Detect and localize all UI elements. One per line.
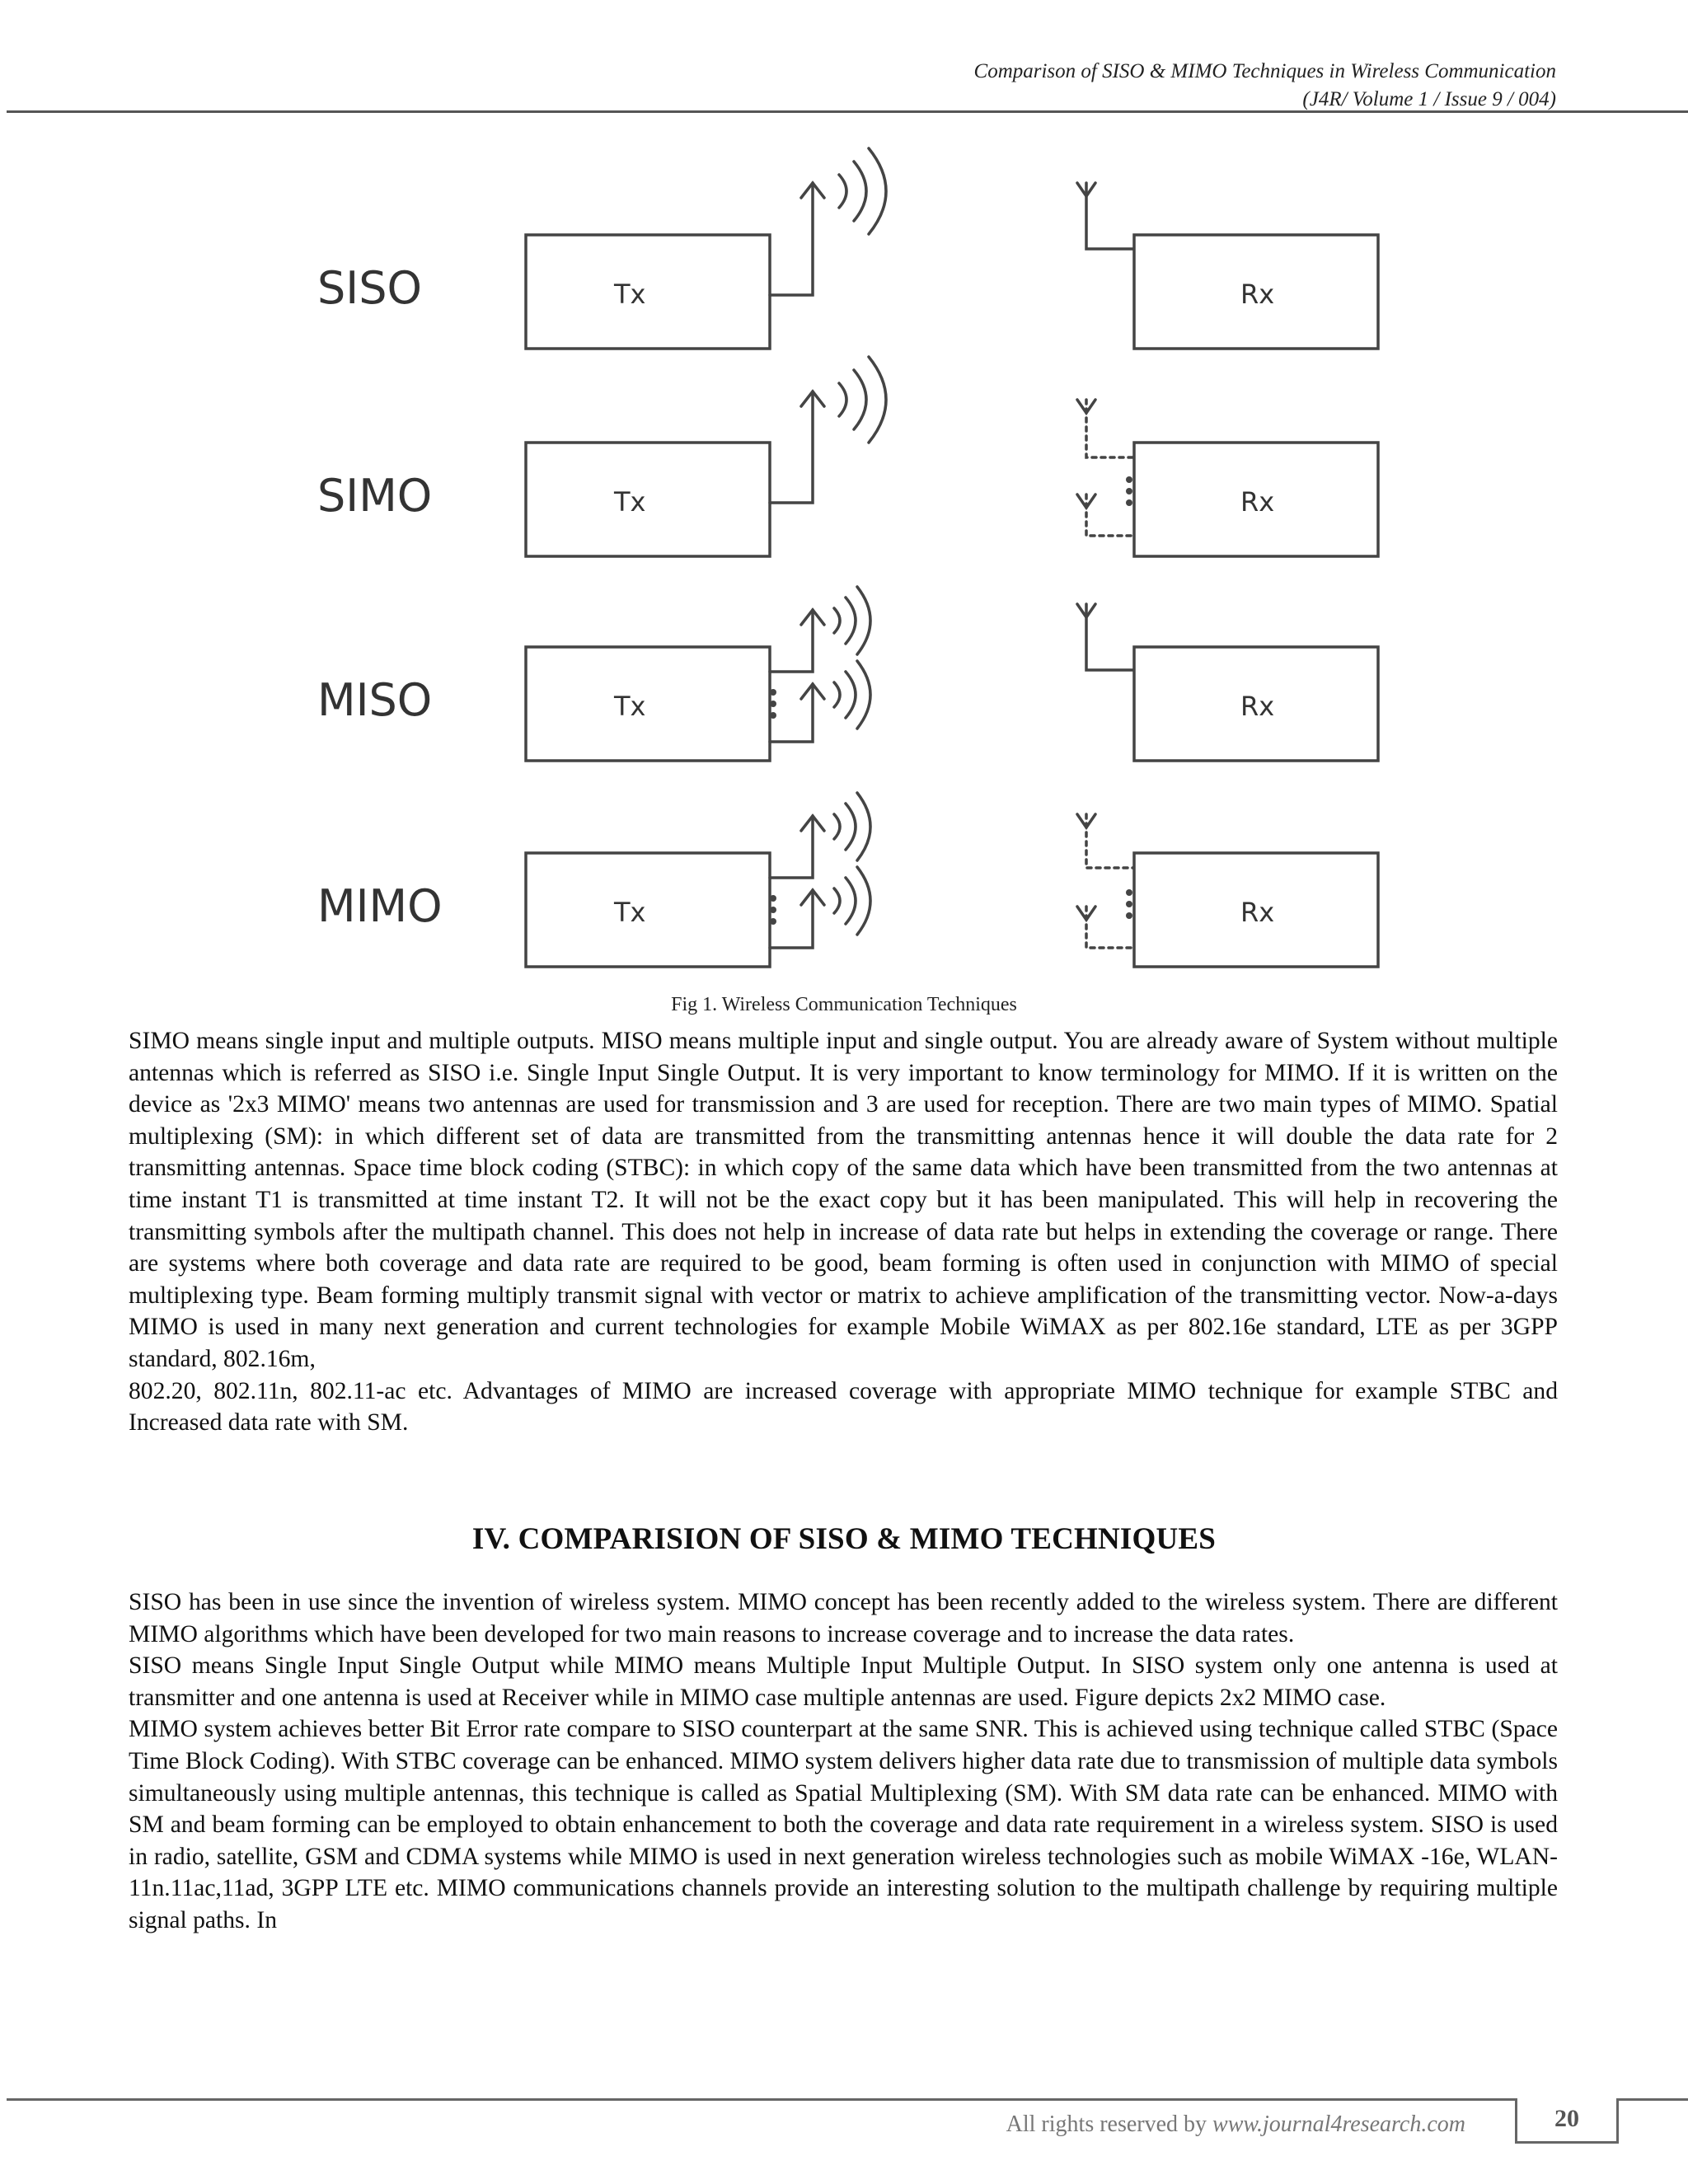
tx-label: Tx bbox=[614, 279, 646, 310]
page-number: 20 bbox=[1554, 2105, 1579, 2132]
paragraph-text: SISO means Single Input Single Output while MIMO means Multiple Input Multiple Output. In SISO system only one antenna is used at transmitter and one antenna is used at Receiver while in MIMO case multiple antennas are used. Figure depicts 2x2 MIMO case. bbox=[129, 1652, 1558, 1711]
wireless-techniques-figure bbox=[0, 124, 1688, 972]
row-label: SIMO bbox=[317, 470, 433, 522]
footer-rule-right bbox=[1616, 2098, 1688, 2101]
row-label: MISO bbox=[317, 674, 433, 726]
rx-label: Rx bbox=[1240, 486, 1275, 518]
siso-diagram bbox=[526, 148, 1378, 349]
running-header bbox=[974, 58, 1556, 114]
tx-label: Tx bbox=[614, 486, 646, 518]
copyright-text: All rights reserved by bbox=[1006, 2111, 1213, 2137]
mimo-diagram bbox=[526, 793, 1378, 967]
section-body bbox=[129, 1586, 1558, 1937]
rx-label: Rx bbox=[1240, 897, 1275, 928]
rx-label: Rx bbox=[1240, 691, 1275, 722]
figure-caption: Fig 1. Wireless Communication Techniques bbox=[671, 994, 1017, 1015]
section-heading: IV. COMPARISION OF SISO & MIMO TECHNIQUES bbox=[471, 1522, 1217, 1556]
footer-link[interactable]: www.journal4research.com bbox=[1212, 2111, 1465, 2137]
simo-diagram bbox=[526, 357, 1378, 556]
tx-label: Tx bbox=[614, 691, 646, 722]
paragraph-1 bbox=[129, 1025, 1558, 1439]
journal-title: Comparison of SISO & MIMO Techniques in Wireless Communication bbox=[973, 60, 1556, 82]
paragraph-text: SIMO means single input and multiple outputs. MISO means multiple input and single output. You are already aware of System without multiple antennas which is referred as SISO i.e. Single Input Single Output. It is very important to know terminology for MIMO. If it is written on the device as '2x3 MIMO' means two antennas are used for transmission and 3 are used for reception. There are two main types of MIMO. Spatial multiplexing (SM): in which different set of data are transmitted from the transmitting antennas hence it will double the data rate for 2 transmitting antennas. Space time block coding (STBC): in which copy of the same data which have been transmitted from the two antennas at time instant T1 is transmitted at time instant T2. It will not be the exact copy but it has been manipulated. This will help in recovering the transmitting symbols after the multipath channel. This does not help in increase of data rate but helps in extending the coverage or range. There are systems where both coverage and data rate are required to be good, beam forming is often used in conjunction with MIMO of special multiplexing type. Beam forming multiply transmit signal with vector or matrix to achieve amplification of the transmitting vector. Now-a-days MIMO is used in many next generation and current technologies for example Mobile WiMAX as per 802.16e standard, LTE as per 3GPP standard, 802.16m, bbox=[129, 1028, 1558, 1372]
rx-label: Rx bbox=[1240, 279, 1275, 310]
footer-copyright bbox=[1006, 2111, 1465, 2138]
tx-label: Tx bbox=[614, 897, 646, 928]
row-label: SISO bbox=[317, 262, 422, 314]
issue-info: (J4R/ Volume 1 / Issue 9 / 004) bbox=[1302, 88, 1556, 110]
paragraph-text: 802.20, 802.11n, 802.11-ac etc. Advantages of MIMO are increased coverage with appropriate MIMO technique for example STBC and Increased data rate with SM. bbox=[129, 1377, 1558, 1436]
footer-rule bbox=[7, 2098, 1515, 2101]
row-label: MIMO bbox=[317, 880, 443, 932]
paragraph-text: SISO has been in use since the invention of wireless system. MIMO concept has been recently added to the wireless system. There are different MIMO algorithms which have been developed for two main reasons to increase coverage and to increase the data rates. bbox=[129, 1589, 1558, 1647]
paragraph-text: MIMO system achieves better Bit Error rate compare to SISO counterpart at the same SNR. This is achieved using technique called STBC (Space Time Block Coding). With STBC coverage can be enhanced. MIMO system delivers higher data rate due to transmission of multiple data symbols simultaneously using multiple antennas, this technique is called as Spatial Multiplexing (SM). With SM data rate can be enhanced. MIMO with SM and beam forming can be employed to obtain enhancement to both the coverage and data rate requirement in a wireless system. SISO is used in radio, satellite, GSM and CDMA systems while MIMO is used in next generation wireless technologies such as mobile WiMAX -16e, WLAN-11n.11ac,11ad, 3GPP LTE etc. MIMO communications channels provide an interesting solution to the multipath challenge by requiring multiple signal paths. In bbox=[129, 1716, 1558, 1933]
miso-diagram bbox=[526, 587, 1378, 761]
header-rule bbox=[7, 110, 1688, 113]
